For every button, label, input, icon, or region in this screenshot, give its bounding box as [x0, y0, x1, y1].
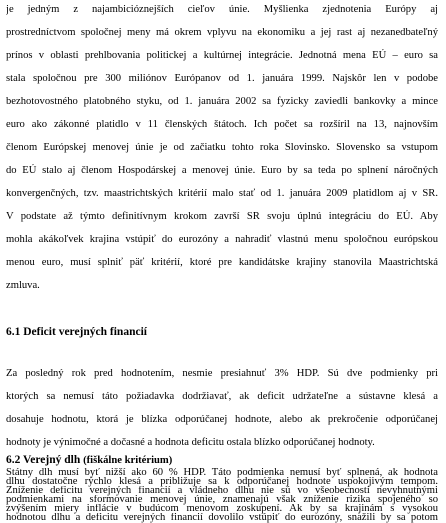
text-line: dosahuje hodnotu, ktorá je blízka odporúčanej hodnote, alebo ak prekročenie odporúčanej	[6, 414, 438, 425]
text-line: ktorých sa nemusí táto požiadavka dodržiavať, ak deficit udržateľne a sústavne klesá a	[6, 391, 438, 402]
text-line: členom Európskej menovej únie je od začiatku tohto roka Slovinsko. Slovensko sa vstupom	[6, 142, 438, 153]
text-line: je jedným z najambicióznejších cieľov únie. Myšlienka zjednotenia Európy aj	[6, 4, 438, 15]
text-line: hodnotou dlhu a deficitu verejných financií dovolilo vstúpiť do eurozóny, snažili by sa potom	[6, 513, 438, 523]
text-line: euro ako zákonné platidlo v 11 členských štátoch. Ich počet sa rozšíril na 13, najnovším	[6, 119, 438, 130]
text-line: mohla akákoľvek krajina vstúpiť do eurozóny a nahradiť vlastnú menu spoločnou európskou	[6, 234, 438, 245]
text-line: bezhotovostného platobného styku, od 1. januára 2002 sa fyzicky zaviedli bankovky a mince	[6, 96, 438, 107]
text-line: konvergenčných, tzv. maastrichtských kritérií malo stať od 1. januára 2009 platidlom aj v SR.	[6, 188, 438, 199]
section-heading-6-1: 6.1 Deficit verejných financií	[6, 326, 147, 338]
text-line: prostredníctvom spoločnej meny má okrem vplyvu na ekonomiku a jej rast aj nezanedbateľný	[6, 27, 438, 38]
text-line: do EÚ stalo aj členom Hospodárskej a menovej únie. Euro by sa teda po splnení náročných	[6, 165, 438, 176]
text-line: Zníženie deficitu verejných financií a vládneho dlhu nie sú vo všeobecnosti nevyhnutnými	[6, 486, 438, 496]
text-line: zvýšením miery inflácie v budúcom menovom zoskupení. Ak by sa krajinám s vysokou	[6, 504, 438, 514]
text-line: prínos v oblasti prehlbovania politickej a kultúrnej integrácie. Jednotná mena EÚ – euro sa	[6, 50, 438, 61]
text-line: menou euro, musí splniť päť kritérií, ktoré pre kandidátske krajiny stanovila Maastrichtská	[6, 257, 438, 268]
text-line: hodnoty je výnimočné a dočasné a hodnota deficitu ostala blízko odporúčanej hodnoty.	[6, 437, 375, 448]
text-line: V podstate až týmto definitívnym krokom završí SR svoju úplnú integráciu do EÚ. Aby	[6, 211, 438, 222]
text-line: Štátny dlh musí byť nižší ako 60 % HDP. Táto podmienka nemusí byť splnená, ak hodnota	[6, 468, 438, 478]
text-line: Za posledný rok pred hodnotením, nesmie presiahnuť 3% HDP. Sú dve podmienky pri	[6, 368, 438, 379]
text-line: dlhu dostatočne rýchlo klesá a približuje sa k odporúčanej hodnote uspokojivým tempom.	[6, 477, 438, 487]
text-line: stala spoločnou pre 300 miliónov Európanov od 1. januára 1999. Najskôr len v podobe	[6, 73, 438, 84]
section-heading-6-2	[6, 454, 438, 467]
section-heading-6-2-subtitle: (fiškálne kritérium)	[83, 455, 173, 466]
text-line: podmienkami na sformovanie menovej únie, znamenajú však zníženie rizika spojeného so	[6, 495, 438, 505]
section-heading-6-2-number: 6.2 Verejný dlh	[6, 454, 81, 466]
text-line: zmluva.	[6, 280, 40, 291]
